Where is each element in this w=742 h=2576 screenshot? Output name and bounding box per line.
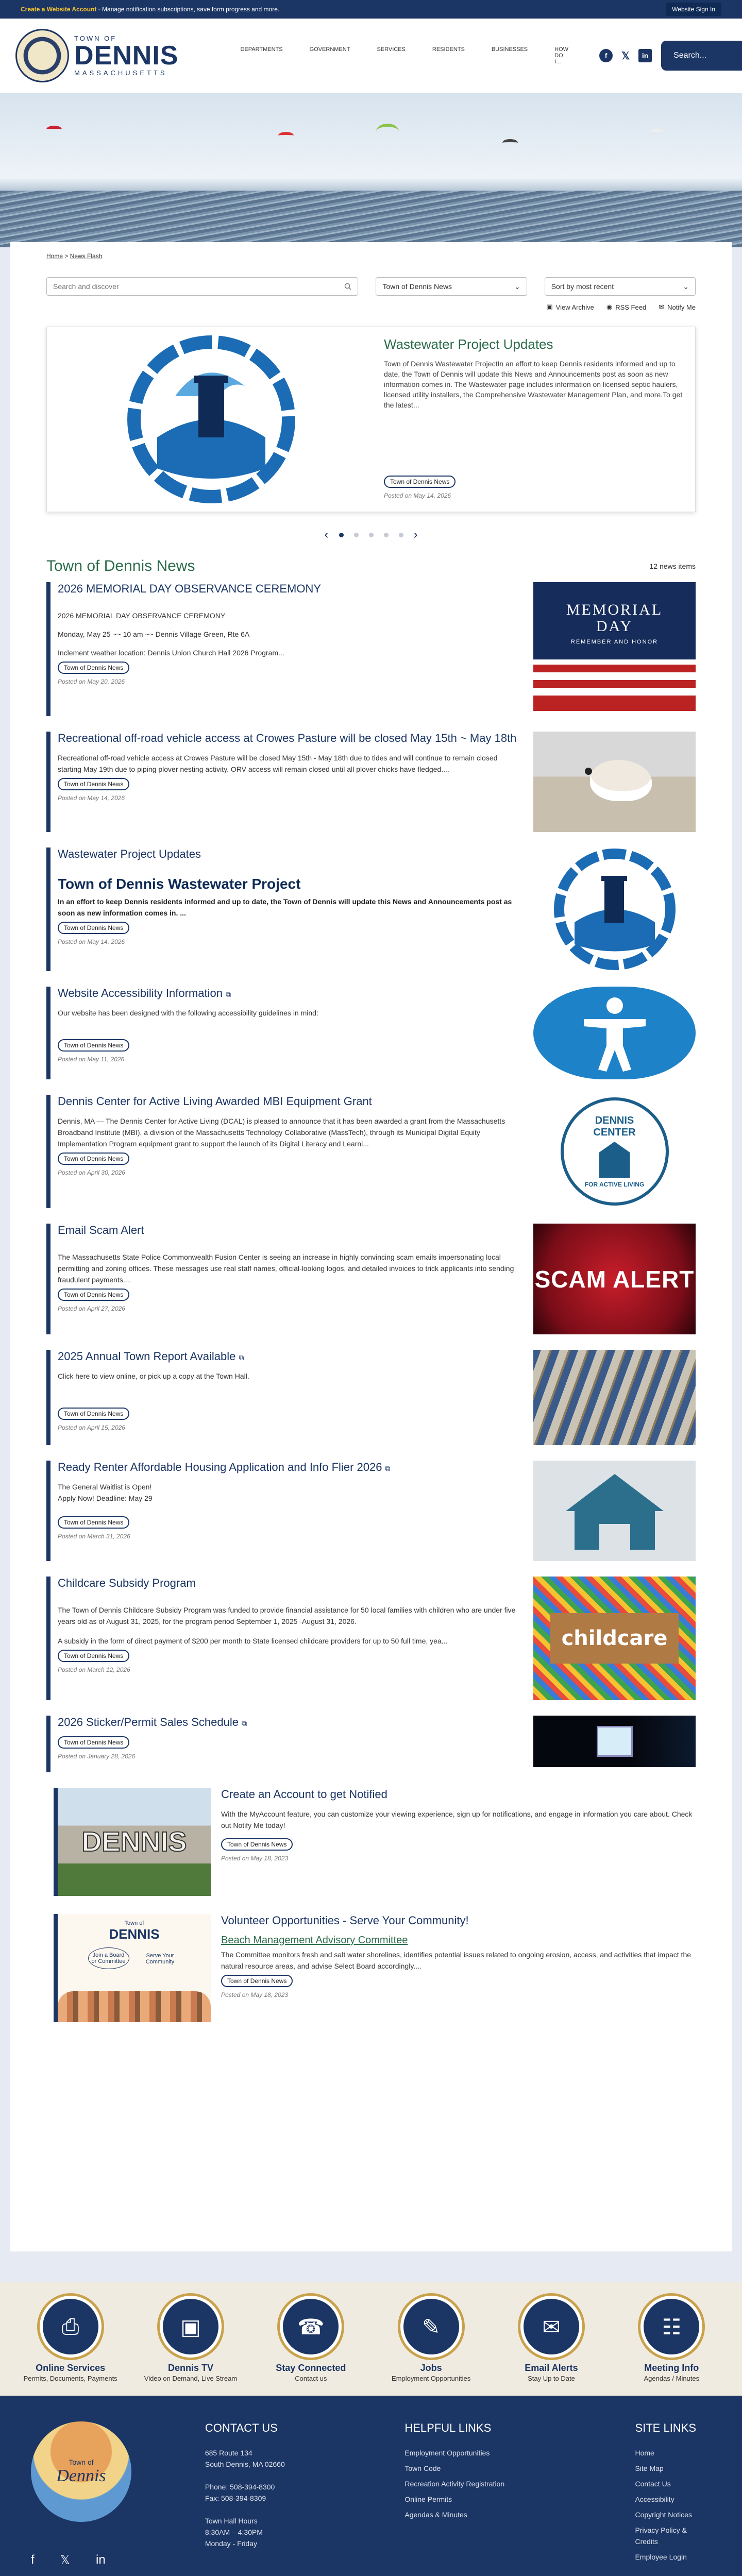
news-title[interactable]: Recreational off-road vehicle access at Crowes Pasture will be closed May 15th ~ May 18th	[58, 732, 517, 744]
news-title[interactable]: Childcare Subsidy Program	[58, 1577, 196, 1589]
footer-contact-line: Phone: 508-394-8300	[205, 2483, 275, 2491]
scam-alert-text: SCAM ALERT	[534, 1265, 695, 1293]
town-seal-icon	[15, 29, 69, 82]
create-account-link[interactable]: Create a Website Account	[21, 6, 97, 13]
email-icon: ✉	[520, 2296, 582, 2358]
posted-date: Posted on March 31, 2026	[58, 1533, 130, 1540]
footer-link[interactable]: Home	[635, 2449, 654, 2457]
category-tag[interactable]: Town of Dennis News	[58, 1289, 129, 1301]
posted-date: Posted on January 28, 2026	[58, 1753, 136, 1760]
footer-link[interactable]: Employee Login	[635, 2553, 687, 2561]
footer-contact-spacer	[205, 2504, 384, 2515]
childcare-text: childcare	[550, 1613, 679, 1664]
footer-contact-spacer	[205, 2470, 384, 2481]
posted-date: Posted on April 30, 2026	[58, 1169, 125, 1176]
news-title[interactable]: Volunteer Opportunities - Serve Your Community!	[221, 1914, 469, 1927]
dennis-sign-image	[54, 1788, 211, 1896]
rss-link[interactable]	[606, 303, 646, 311]
dennis-center-text: DENNIS CENTER	[593, 1115, 636, 1138]
sort-select[interactable]	[545, 277, 696, 296]
posted-date: Posted on May 11, 2026	[58, 1056, 125, 1063]
town-report-image	[533, 1350, 696, 1445]
category-tag[interactable]: Town of Dennis News	[58, 778, 129, 790]
linkedin-icon[interactable]: in	[96, 2553, 106, 2567]
news-text: The Massachusetts State Police Commonwealth Fusion Center is seeing an increase in highly convincing scam emails impersonating local permitting and zoning offices. These messages use real staff names, official-looking logos, and detailed invoices to trick applicants into sending fraudulent payments....	[58, 1253, 514, 1284]
footer-social	[31, 2553, 184, 2568]
quick-link-sub: Video on Demand, Live Stream	[144, 2375, 238, 2382]
footer-contact-line: Monday - Friday	[205, 2539, 258, 2548]
site-header	[0, 19, 742, 93]
connect-icon: ☎	[280, 2296, 342, 2358]
volunteer-logo-name: DENNIS	[109, 1926, 160, 1942]
childcare-image	[533, 1577, 696, 1700]
quick-link-sub: Permits, Documents, Payments	[23, 2375, 117, 2382]
logo-town-of: TOWN OF	[74, 35, 117, 42]
news-search-placeholder: Search and discover	[53, 282, 119, 291]
posted-date: Posted on May 14, 2026	[58, 794, 125, 802]
kite-icon	[502, 139, 518, 146]
logo-state: MASSACHUSETTS	[74, 69, 167, 77]
accessibility-icon	[533, 987, 696, 1079]
chevron-left-icon[interactable]: ‹	[324, 528, 329, 541]
news-subheading: Town of Dennis Wastewater Project	[58, 876, 301, 892]
carousel-dot[interactable]	[354, 533, 359, 537]
chevron-right-icon[interactable]: ›	[413, 528, 418, 541]
chevron-down-icon: ⌄	[683, 282, 689, 291]
notify-me-link[interactable]	[659, 303, 696, 311]
footer-link[interactable]: Privacy Policy & Credits	[635, 2526, 687, 2546]
news-item	[46, 582, 696, 716]
category-tag[interactable]: Town of Dennis News	[58, 1650, 129, 1662]
building-icon	[599, 1142, 630, 1178]
linkedin-icon[interactable]: in	[638, 49, 652, 62]
news-item	[46, 732, 696, 832]
site-logo[interactable]	[15, 29, 178, 82]
external-link-icon: ⧉	[242, 1719, 247, 1727]
quick-link-title: Stay Connected	[276, 2363, 346, 2373]
footer-helpful-links	[404, 2421, 614, 2576]
carousel-dot[interactable]	[339, 533, 344, 537]
create-account-desc: - Manage notification subscriptions, save form progress and more.	[96, 6, 280, 13]
quick-link-online-services[interactable]	[19, 2296, 122, 2382]
quick-link-title: Meeting Info	[644, 2363, 699, 2373]
hero-sea	[0, 191, 742, 247]
piping-plover-image	[533, 732, 696, 832]
footer-site-title: SITE LINKS	[635, 2421, 697, 2434]
kite-icon	[46, 126, 62, 133]
scam-alert-image	[533, 1224, 696, 1334]
view-archive-link[interactable]	[546, 303, 594, 311]
featured-news-card[interactable]	[46, 327, 696, 512]
facebook-icon[interactable]: f	[31, 2553, 35, 2567]
tv-icon: ▣	[160, 2296, 222, 2358]
external-link-icon: ⧉	[226, 990, 231, 998]
footer-logo-name: Dennis	[56, 2466, 106, 2485]
news-title[interactable]	[58, 1716, 523, 1729]
view-archive-label: View Archive	[555, 303, 594, 311]
posted-date: Posted on May 20, 2026	[58, 678, 125, 685]
posted-date: Posted on April 15, 2026	[58, 1424, 125, 1431]
nav-residents[interactable]: RESIDENTS	[432, 46, 465, 53]
breadcrumb-home[interactable]: Home	[46, 252, 63, 260]
hands-icon	[58, 1991, 211, 2022]
news-title[interactable]: Create an Account to get Notified	[221, 1788, 387, 1801]
news-text: 2026 MEMORIAL DAY OBSERVANCE CEREMONY	[58, 612, 226, 620]
sign-in-button[interactable]: Website Sign In	[666, 3, 721, 16]
news-title-text: 2025 Annual Town Report Available	[58, 1350, 236, 1363]
quick-link-email-alerts[interactable]	[500, 2296, 603, 2382]
category-select-value: Town of Dennis News	[382, 282, 452, 291]
news-title[interactable]: Dennis Center for Active Living Awarded MBI Equipment Grant	[58, 1095, 372, 1108]
news-text: The Committee monitors fresh and salt water shorelines, identifies potential issues related to ongoing erosion, access, and activities that impact the natural resource areas, and advise Select Board accordingly....	[221, 1951, 692, 1970]
notify-me-label: Notify Me	[667, 303, 696, 311]
permit-sales-image	[533, 1716, 696, 1767]
carousel-dot[interactable]	[399, 533, 403, 537]
category-tag[interactable]: Town of Dennis News	[58, 1039, 129, 1052]
footer-link[interactable]: Copyright Notices	[635, 2511, 692, 2519]
carousel-dot[interactable]	[369, 533, 374, 537]
news-item	[46, 1577, 696, 1700]
news-title[interactable]	[58, 1350, 523, 1363]
footer-link[interactable]: Site Map	[635, 2464, 664, 2472]
external-link-icon: ⧉	[385, 1464, 391, 1472]
wastewater-thumb-image	[533, 848, 696, 971]
news-title[interactable]	[58, 987, 523, 1000]
news-text: With the MyAccount feature, you can customize your viewing experience, sign up for notifications, and engage in information you care about. Check out Notify Me today!	[221, 1810, 693, 1829]
quick-link-sub: Contact us	[295, 2375, 327, 2382]
category-select[interactable]	[376, 277, 527, 296]
news-title[interactable]	[58, 1461, 523, 1474]
footer-contact-line: Town Hall Hours	[205, 2517, 258, 2525]
posted-date: Posted on May 14, 2026	[384, 492, 451, 499]
footer-contact-title: CONTACT US	[205, 2421, 278, 2434]
news-text: A subsidy in the form of direct payment of $200 per month to State licensed childcare providers for up to 50 full time, yea...	[58, 1637, 448, 1645]
kite-icon	[376, 124, 399, 139]
quick-link-jobs[interactable]	[380, 2296, 483, 2382]
quick-link-sub: Employment Opportunities	[392, 2375, 471, 2382]
top-bar	[0, 0, 742, 19]
posted-date: Posted on April 27, 2026	[58, 1305, 125, 1312]
category-tag[interactable]: Town of Dennis News	[58, 1153, 129, 1165]
carousel-pager	[46, 528, 696, 542]
nav-how-do-i[interactable]: HOW DO I...	[554, 46, 569, 65]
news-text: Dennis, MA — The Dennis Center for Active Living (DCAL) is pleased to announce that it has been awarded a grant from the Massachusetts Broadband Institute (MBI), a division of the Massachusetts Technology Collaborative (MassTech), through its Municipal Digital Equity Implementation Program equipment grant to support the launch of its Digital Literacy and Learni...	[58, 1117, 505, 1148]
news-text: Apply Now! Deadline: May 29	[58, 1494, 153, 1502]
x-icon[interactable]: 𝕏	[619, 49, 632, 62]
hero-banner	[0, 93, 742, 247]
house-icon	[533, 1461, 696, 1561]
news-section-header	[46, 557, 696, 575]
posted-date: Posted on May 14, 2026	[58, 938, 125, 945]
carousel-dot[interactable]	[384, 533, 389, 537]
memorial-day-subtext: REMEMBER AND HONOR	[570, 639, 659, 645]
volunteer-join-text: Join a Board or Committee	[88, 1947, 129, 1969]
featured-description: Town of Dennis Wastewater ProjectIn an effort to keep Dennis residents informed and up to date, the Town of Dennis will update this News and Announcements post as soon as new information comes in. The Wastewater page includes information on licensed septic haulers, licensed utility installers, the Comprehensive Wastewater Management Plan, and more.To get the latest...	[384, 360, 683, 409]
footer-site-links	[635, 2421, 711, 2576]
online-services-icon: ⎙	[40, 2296, 102, 2358]
dennis-center-logo	[533, 1095, 696, 1208]
footer-contact-line: Fax: 508-394-8309	[205, 2494, 266, 2502]
news-text: Monday, May 25 ~~ 10 am ~~ Dennis Village Green, Rte 6A	[58, 630, 250, 638]
news-item	[46, 1224, 696, 1334]
quick-link-title: Online Services	[36, 2363, 106, 2373]
quick-link-title: Dennis TV	[167, 2363, 213, 2373]
volunteer-logo-town: Town of	[124, 1920, 144, 1926]
footer-link[interactable]: Contact Us	[635, 2480, 671, 2488]
footer-link[interactable]: Employment Opportunities	[404, 2449, 490, 2457]
filters-row	[46, 277, 696, 296]
header-search	[661, 41, 742, 71]
kite-icon	[649, 129, 665, 136]
external-link-icon: ⧉	[239, 1353, 244, 1362]
quick-link-title: Email Alerts	[525, 2363, 578, 2373]
news-item	[46, 987, 696, 1079]
logo-dennis: DENNIS	[74, 41, 179, 71]
x-icon[interactable]: 𝕏	[60, 2553, 71, 2567]
news-item	[46, 1095, 696, 1208]
main-nav	[240, 42, 568, 69]
news-title-text: 2026 Sticker/Permit Sales Schedule	[58, 1716, 239, 1728]
posted-date: Posted on March 12, 2026	[58, 1666, 130, 1673]
category-tag[interactable]: Town of Dennis News	[384, 476, 456, 488]
jobs-icon: ✎	[400, 2296, 462, 2358]
meeting-icon: ☷	[640, 2296, 702, 2358]
news-item	[46, 1914, 696, 2025]
main-content	[10, 242, 732, 2251]
news-title[interactable]: Wastewater Project Updates	[58, 848, 201, 860]
news-text: Click here to view online, or pick up a copy at the Town Hall.	[58, 1372, 249, 1380]
category-tag[interactable]: Town of Dennis News	[58, 1408, 129, 1420]
envelope-icon: ✉	[659, 303, 665, 311]
section-title: Town of Dennis News	[46, 557, 195, 574]
create-account-notice[interactable]	[21, 6, 279, 13]
nav-government[interactable]: GOVERNMENT	[309, 46, 350, 53]
news-title[interactable]: 2026 MEMORIAL DAY OBSERVANCE CEREMONY	[58, 582, 322, 595]
news-item	[46, 1788, 696, 1899]
featured-title[interactable]: Wastewater Project Updates	[384, 336, 553, 352]
news-text: The General Waitlist is Open!	[58, 1483, 152, 1491]
news-count: 12 news items	[649, 562, 696, 570]
header-social	[599, 49, 652, 62]
quick-link-meeting-info[interactable]	[620, 2296, 723, 2382]
quick-link-stay-connected[interactable]	[259, 2296, 362, 2382]
news-item	[46, 848, 696, 971]
quick-link-sub: Agendas / Minutes	[644, 2375, 700, 2382]
quick-links	[0, 2282, 742, 2396]
quick-link-dennis-tv[interactable]	[139, 2296, 242, 2382]
header-search-input[interactable]	[673, 51, 742, 60]
sort-select-value: Sort by most recent	[551, 282, 614, 291]
nav-departments[interactable]: DEPARTMENTS	[240, 46, 283, 53]
footer-contact-line: 8:30AM – 4:30PM	[205, 2528, 263, 2536]
kite-icon	[278, 132, 294, 139]
screen-icon	[597, 1726, 633, 1757]
volunteer-serve-text: Serve Your Community	[145, 1953, 175, 1965]
footer-link[interactable]: Recreation Activity Registration	[404, 2480, 505, 2488]
news-item	[46, 1716, 696, 1772]
breadcrumb-current[interactable]: News Flash	[70, 252, 103, 260]
category-tag[interactable]: Town of Dennis News	[221, 1838, 293, 1851]
news-item	[46, 1350, 696, 1445]
footer-link[interactable]: Agendas & Minutes	[404, 2511, 467, 2519]
footer-link[interactable]: Online Permits	[404, 2495, 452, 2503]
footer-contact-line: South Dennis, MA 02660	[205, 2460, 285, 2468]
category-tag[interactable]: Town of Dennis News	[58, 1516, 129, 1529]
category-tag[interactable]: Town of Dennis News	[58, 1736, 129, 1749]
news-title-text: Ready Renter Affordable Housing Application and Info Flier 2026	[58, 1461, 382, 1473]
memorial-day-image	[533, 582, 696, 711]
footer-link[interactable]: Town Code	[404, 2464, 441, 2472]
dennis-center-subtext: FOR ACTIVE LIVING	[584, 1181, 645, 1188]
rss-label: RSS Feed	[615, 303, 647, 311]
news-text: Our website has been designed with the following accessibility guidelines in mind:	[58, 1009, 318, 1017]
news-title[interactable]: Email Scam Alert	[58, 1224, 144, 1236]
footer-link[interactable]: Accessibility	[635, 2495, 674, 2503]
news-text: Inclement weather location: Dennis Union Church Hall 2026 Program...	[58, 649, 284, 657]
footer-logo[interactable]	[31, 2421, 131, 2522]
committee-link[interactable]: Beach Management Advisory Committee	[221, 1935, 408, 1946]
news-item	[46, 1461, 696, 1561]
wastewater-image	[54, 334, 368, 504]
archive-icon: ▣	[546, 303, 553, 311]
memorial-day-text: MEMORIAL DAY	[566, 601, 663, 635]
quick-link-sub: Stay Up to Date	[528, 2375, 575, 2382]
site-footer	[0, 2396, 742, 2576]
footer-helpful-title: HELPFUL LINKS	[404, 2421, 492, 2434]
dennis-sign-text: DENNIS	[81, 1826, 187, 1857]
news-text: The Town of Dennis Childcare Subsidy Program was funded to provide financial assistance for 50 local families with children who are under five years old as of August 31, 2025, for the program period September 1, 2025 -August 31, 2026.	[58, 1606, 516, 1625]
feed-links	[46, 303, 696, 311]
chevron-down-icon: ⌄	[514, 282, 520, 291]
volunteer-image	[54, 1914, 211, 2022]
breadcrumb: Home > News Flash	[46, 252, 103, 260]
nav-services[interactable]: SERVICES	[377, 46, 406, 53]
posted-date: Posted on May 18, 2023	[221, 1855, 289, 1862]
posted-date: Posted on May 18, 2023	[221, 1991, 289, 1998]
footer-contact-line: 685 Route 134	[205, 2449, 252, 2457]
rss-icon: ◉	[606, 303, 613, 311]
nav-businesses[interactable]: BUSINESSES	[491, 46, 528, 53]
quick-link-title: Jobs	[420, 2363, 442, 2373]
search-icon[interactable]	[344, 283, 351, 290]
footer-contact	[205, 2421, 384, 2576]
news-text: Recreational off-road vehicle access at Crowes Pasture will be closed May 15th - May 18th due to tides and will continue to remain closed starting May 19th due to piping plover nesting activity. ORV access will remain closed until all plover chicks have fledged....	[58, 754, 498, 773]
news-search-input[interactable]	[46, 277, 358, 296]
news-title-text: Website Accessibility Information	[58, 987, 223, 999]
facebook-icon[interactable]: f	[599, 49, 613, 62]
footer-logo-town: Town of	[69, 2458, 94, 2466]
category-tag[interactable]: Town of Dennis News	[58, 922, 129, 934]
category-tag[interactable]: Town of Dennis News	[221, 1975, 293, 1987]
category-tag[interactable]: Town of Dennis News	[58, 662, 129, 674]
news-text: In an effort to keep Dennis residents informed and up to date, the Town of Dennis will update this News and Announcements post as soon as new information comes in. ...	[58, 897, 512, 917]
